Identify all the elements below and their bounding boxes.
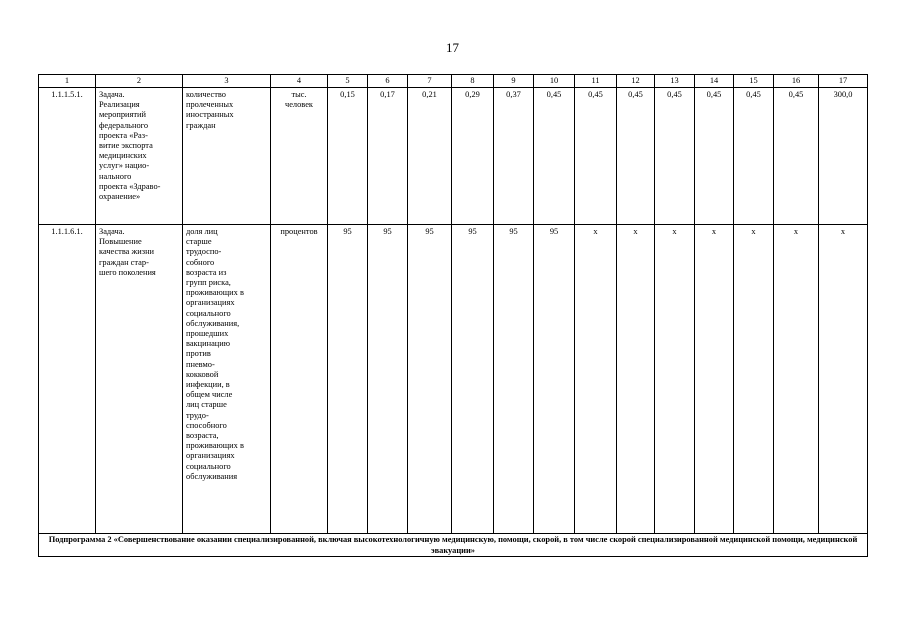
row-value: 95: [368, 225, 408, 534]
row-value: 95: [494, 225, 534, 534]
column-header: 15: [734, 75, 774, 88]
column-header: 7: [408, 75, 452, 88]
row-value: 0,29: [452, 88, 494, 225]
row-value: 95: [452, 225, 494, 534]
column-header: 8: [452, 75, 494, 88]
row-value: 0,45: [575, 88, 617, 225]
row-value: х: [774, 225, 819, 534]
column-header: 9: [494, 75, 534, 88]
column-header: 6: [368, 75, 408, 88]
row-value: 0,15: [328, 88, 368, 225]
column-header: 13: [655, 75, 695, 88]
row-value: 95: [328, 225, 368, 534]
row-unit: тыс. человек: [271, 88, 328, 225]
row-value: 0,37: [494, 88, 534, 225]
row-value: 0,45: [774, 88, 819, 225]
row-value: х: [819, 225, 868, 534]
subprogram-title: Подпрограмма 2 «Совершенствование оказании специализированной, включая высокотехнологичную медицинскую, помощи, скорой, в том числе скорой специализированной медицинской помощи, медицинской эвакуации»: [39, 534, 868, 557]
column-header: 3: [183, 75, 271, 88]
subprogram-row: [39, 534, 868, 557]
indicators-table: [38, 74, 868, 557]
row-code: 1.1.1.6.1.: [39, 225, 96, 534]
column-header: 11: [575, 75, 617, 88]
row-code: 1.1.1.5.1.: [39, 88, 96, 225]
row-value: х: [575, 225, 617, 534]
column-header: 5: [328, 75, 368, 88]
row-value: х: [695, 225, 734, 534]
column-header: 2: [96, 75, 183, 88]
column-header: 1: [39, 75, 96, 88]
row-indicator: доля лиц старше трудоспо- собного возраста из групп риска, проживающих в организациях социального обслуживания, прошедших вакцинацию против пневмо- кокковой инфекции, в общем числе лиц старше трудо- способного возраста, проживающих в организациях социального обслуживания: [183, 225, 271, 534]
header-row: [39, 75, 868, 88]
row-value: 0,45: [734, 88, 774, 225]
column-header: 12: [617, 75, 655, 88]
row-value: 0,45: [655, 88, 695, 225]
table-row: [39, 88, 868, 225]
row-indicator: количество пролеченных иностранных граждан: [183, 88, 271, 225]
row-value: 0,45: [695, 88, 734, 225]
column-header: 17: [819, 75, 868, 88]
row-task: Задача. Повышение качества жизни граждан стар- шего поколения: [96, 225, 183, 534]
row-value: х: [734, 225, 774, 534]
row-value: 0,21: [408, 88, 452, 225]
page-number: 17: [446, 40, 459, 55]
column-header: 16: [774, 75, 819, 88]
row-value: 95: [408, 225, 452, 534]
row-value: х: [617, 225, 655, 534]
row-value: 0,45: [617, 88, 655, 225]
row-unit: процентов: [271, 225, 328, 534]
column-header: 4: [271, 75, 328, 88]
column-header: 14: [695, 75, 734, 88]
column-header: 10: [534, 75, 575, 88]
row-value: 95: [534, 225, 575, 534]
table-row: [39, 225, 868, 534]
row-value: 0,45: [534, 88, 575, 225]
row-task: Задача. Реализация мероприятий федерального проекта «Раз- витие экспорта медицинских услуг» нацио- нального проекта «Здраво- охранение»: [96, 88, 183, 225]
row-value: 300,0: [819, 88, 868, 225]
row-value: 0,17: [368, 88, 408, 225]
row-value: х: [655, 225, 695, 534]
